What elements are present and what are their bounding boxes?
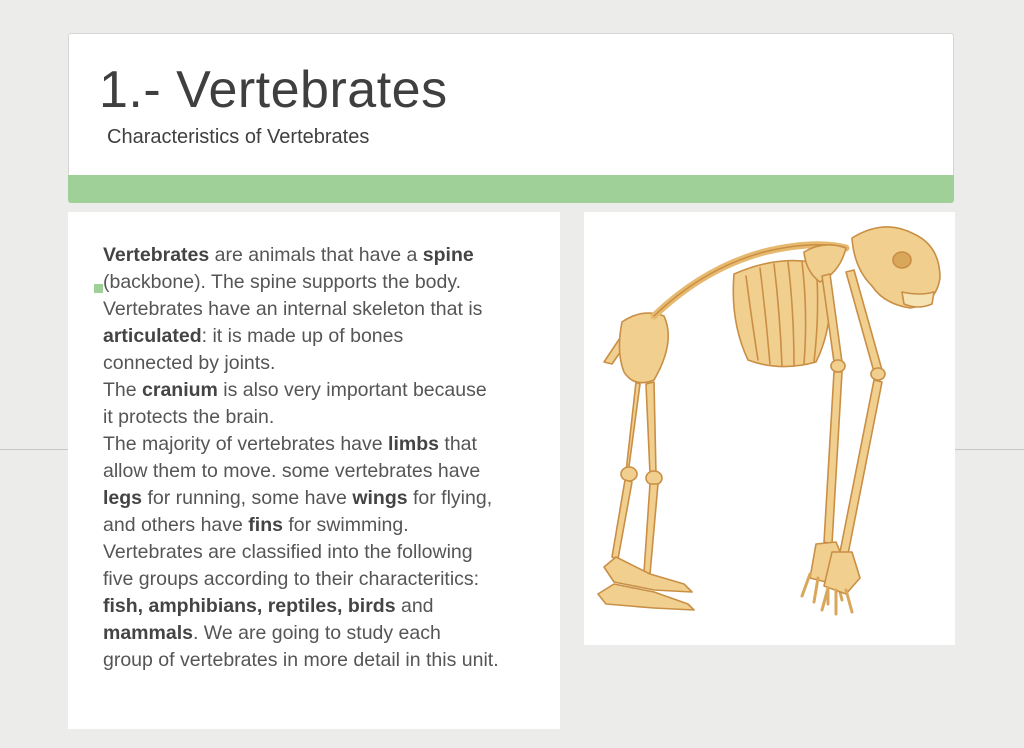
- bold-term: articulated: [103, 325, 202, 347]
- body-line: [103, 350, 553, 377]
- body-line: [103, 458, 553, 485]
- body-line: [103, 242, 553, 269]
- text-run: group of vertebrates in more detail in this unit.: [103, 649, 499, 671]
- body-line: [103, 269, 553, 296]
- text-run: The majority of vertebrates have: [103, 433, 389, 455]
- slide-subtitle: Characteristics of Vertebrates: [107, 126, 370, 148]
- body-line: [103, 404, 553, 431]
- image-panel: [584, 212, 955, 645]
- title-card: [68, 33, 954, 175]
- bold-term: mammals: [103, 622, 193, 644]
- text-run: and: [395, 595, 434, 617]
- body-line: [103, 512, 553, 539]
- text-run: for swimming.: [282, 514, 409, 536]
- text-run: . We are going to study each: [192, 622, 441, 644]
- bold-term: limbs: [388, 433, 439, 455]
- bold-term: wings: [352, 487, 408, 509]
- body-line: [103, 539, 553, 566]
- body-paragraph: [103, 242, 553, 674]
- text-panel: [68, 212, 560, 729]
- body-line: [103, 620, 553, 647]
- body-line: [103, 296, 553, 323]
- text-run: (backbone). The spine supports the body.: [103, 271, 462, 293]
- text-run: Vertebrates are classified into the following: [103, 541, 473, 563]
- bold-term: legs: [103, 487, 143, 509]
- body-line: [103, 323, 553, 350]
- bold-term: fish, amphibians, reptiles, birds: [103, 595, 396, 617]
- body-line: [103, 593, 553, 620]
- slide-title: 1.- Vertebrates: [99, 61, 448, 119]
- text-run: Vertebrates have an internal skeleton that is: [103, 298, 483, 320]
- text-run: five groups according to their characteritics:: [103, 568, 480, 590]
- divider-line-right: [955, 449, 1024, 450]
- text-run: allow them to move. some vertebrates have: [103, 460, 481, 482]
- text-run: connected by joints.: [103, 352, 276, 374]
- body-line: [103, 647, 553, 674]
- text-run: for flying,: [407, 487, 493, 509]
- accent-bar: [68, 175, 954, 203]
- text-run: are animals that have a: [209, 244, 423, 266]
- bold-term: Vertebrates: [103, 244, 210, 266]
- text-run: : it is made up of bones: [201, 325, 404, 347]
- body-line: [103, 431, 553, 458]
- primate-skeleton-icon: [584, 212, 955, 645]
- text-run: The: [103, 379, 143, 401]
- text-run: and others have: [103, 514, 249, 536]
- body-line: [103, 377, 553, 404]
- text-run: is also very important because: [217, 379, 487, 401]
- text-run: it protects the brain.: [103, 406, 275, 428]
- body-line: [103, 485, 553, 512]
- text-run: for running, some have: [142, 487, 353, 509]
- text-run: that: [438, 433, 477, 455]
- body-line: [103, 566, 553, 593]
- bold-term: fins: [248, 514, 283, 536]
- bullet-marker: [94, 284, 103, 293]
- divider-line-left: [0, 449, 68, 450]
- bold-term: cranium: [142, 379, 218, 401]
- bold-term: spine: [422, 244, 474, 266]
